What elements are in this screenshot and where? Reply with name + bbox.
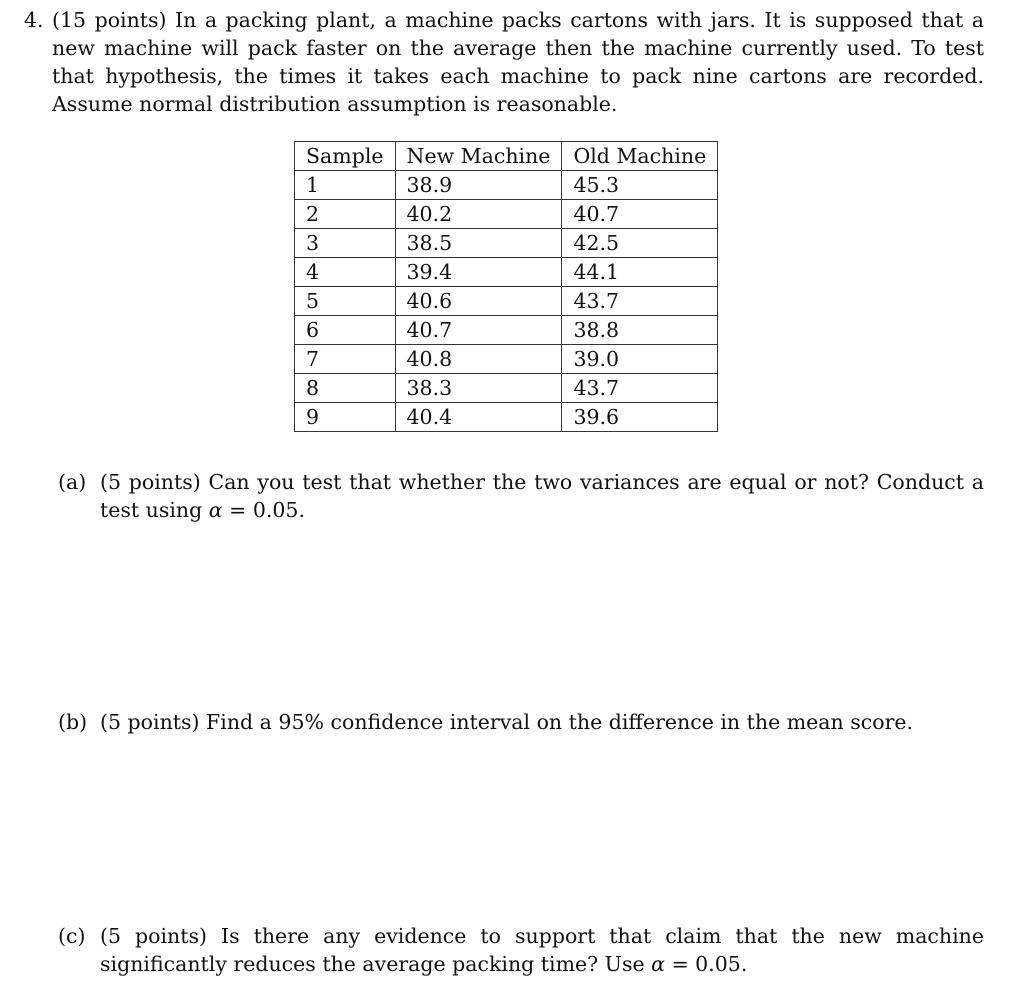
cell-new-machine: 39.4 [395,258,562,287]
table-header-row [295,142,718,171]
cell-sample: 6 [295,316,396,345]
cell-new-machine: 40.7 [395,316,562,345]
part-c-text [100,922,984,978]
cell-sample: 1 [295,171,396,200]
header-old-machine: Old Machine [562,142,718,171]
part-c-label: (c) [58,924,86,948]
table-row [295,171,718,200]
cell-new-machine: 38.9 [395,171,562,200]
cell-old-machine: 40.7 [562,200,718,229]
cell-old-machine: 39.6 [562,403,718,432]
table-row [295,403,718,432]
part-a-text [100,468,984,524]
cell-sample: 2 [295,200,396,229]
part-a-text-before: (5 points) Can you test that whether the two variances are equal or not? Conduct a test using [100,470,984,522]
cell-old-machine: 45.3 [562,171,718,200]
table-row [295,287,718,316]
cell-sample: 5 [295,287,396,316]
header-sample: Sample [295,142,396,171]
part-b [58,708,984,736]
part-c-text-before: (5 points) Is there any evidence to support that claim that the new machine significantly reduces the average packing time? Use [100,924,984,976]
part-a-text-after: = 0.05. [222,498,305,522]
alpha-symbol: α [651,952,665,976]
cell-sample: 7 [295,345,396,374]
part-b-text: (5 points) Find a 95% confidence interval on the difference in the mean score. [100,710,914,734]
cell-sample: 3 [295,229,396,258]
problem-intro: (15 points) In a packing plant, a machine packs cartons with jars. It is supposed that a new machine will pack faster on the average then the machine currently used. To test that hypothesis, the times it takes each machine to pack nine cartons are recorded. Assume normal distribution assumption is reasonable. [52,8,984,116]
cell-new-machine: 40.2 [395,200,562,229]
cell-old-machine: 42.5 [562,229,718,258]
cell-old-machine: 43.7 [562,374,718,403]
table-row [295,316,718,345]
table-row [295,229,718,258]
problem-header [24,6,984,118]
part-c [58,922,984,978]
problem-number: 4. [24,8,44,32]
cell-new-machine: 38.5 [395,229,562,258]
cell-new-machine: 40.6 [395,287,562,316]
cell-old-machine: 39.0 [562,345,718,374]
table-row [295,374,718,403]
cell-sample: 8 [295,374,396,403]
cell-sample: 9 [295,403,396,432]
data-table [294,141,718,432]
cell-old-machine: 43.7 [562,287,718,316]
cell-old-machine: 38.8 [562,316,718,345]
part-a [58,468,984,524]
table-row [295,200,718,229]
cell-new-machine: 40.8 [395,345,562,374]
part-c-text-after: = 0.05. [664,952,748,976]
part-b-label: (b) [58,710,88,734]
alpha-symbol: α [208,498,223,522]
cell-sample: 4 [295,258,396,287]
cell-new-machine: 38.3 [395,374,562,403]
problem-statement [24,6,984,118]
cell-new-machine: 40.4 [395,403,562,432]
table-row [295,258,718,287]
part-a-label: (a) [58,470,87,494]
table-row [295,345,718,374]
cell-old-machine: 44.1 [562,258,718,287]
header-new-machine: New Machine [395,142,562,171]
